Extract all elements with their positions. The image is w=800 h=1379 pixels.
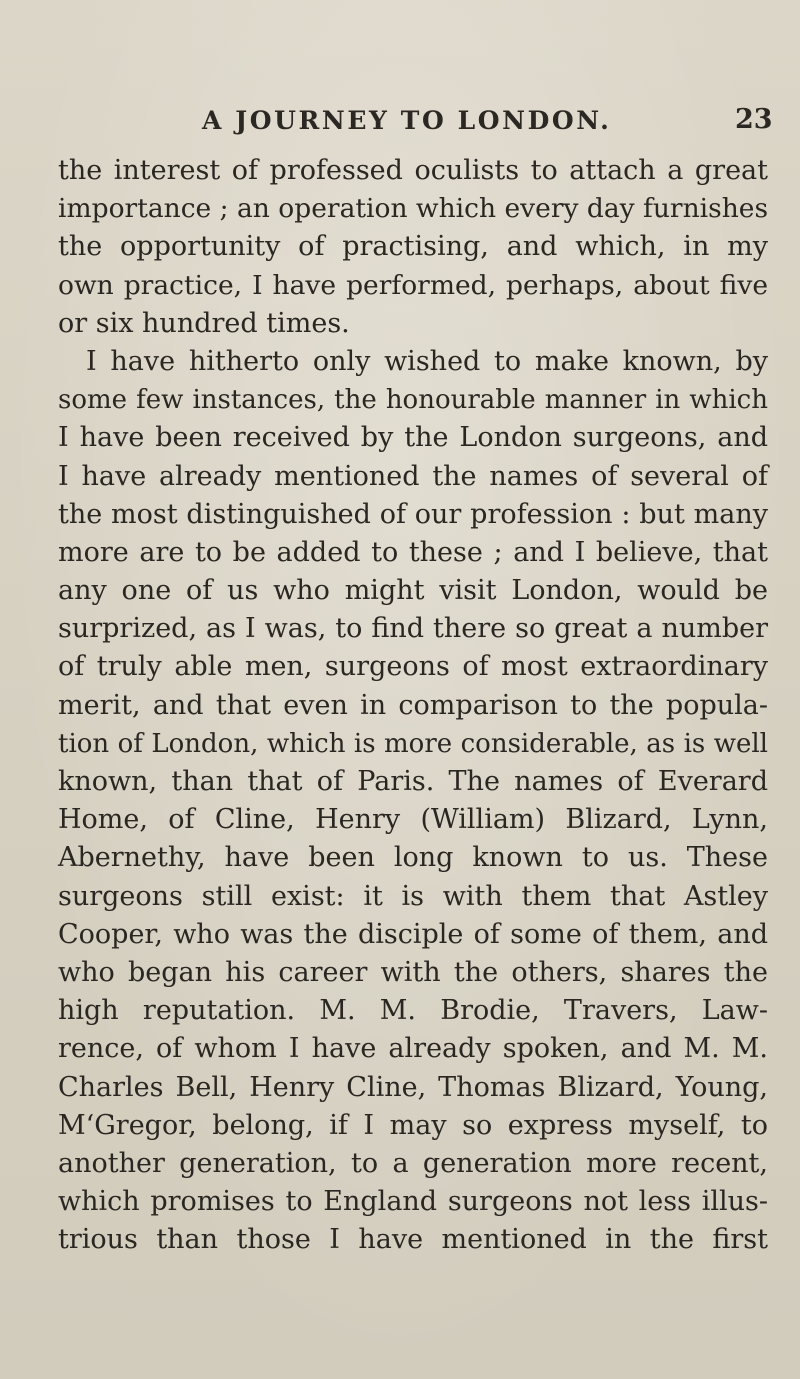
text-line: the most distinguished of our profession : but many [58,498,768,530]
text-line: importance ; an operation which every day furnishes [58,193,769,225]
text-line: I have already mentioned the names of several of [58,460,768,492]
text-line: rence, of whom I have already spoken, and M. M. [58,1033,768,1065]
text-line: M‘Gregor, belong, if I may so express myself, to [58,1109,768,1141]
text-line: own practice, I have performed, perhaps, about five [58,269,768,301]
page-header [0,104,800,144]
text-line: more are to be added to these ; and I believe, that [58,536,768,568]
text-line: known, than that of Paris. The names of Everard [58,766,768,797]
text-line: high reputation. M. M. Brodie, Travers, Law- [58,995,768,1027]
text-line: surprized, as I was, to find there so great a number [58,613,768,645]
text-line: tion of London, which is more considerable, as is well [58,728,768,759]
text-line: of truly able men, surgeons of most extraordinary [58,651,768,683]
text-line: trious than those I have mentioned in the first [58,1224,768,1256]
text-line: some few instances, the honourable manner in which [58,385,768,416]
paragraph-start-line: I have hitherto only wished to make known, by [86,345,768,377]
text-line: the opportunity of practising, and which, in my [58,231,768,263]
text-line: another generation, to a generation more recent, [58,1147,768,1179]
text-line: surgeons still exist: it is with them that Astley [58,880,768,912]
page-number: 23 [735,104,773,135]
text-line: Cooper, who was the disciple of some of them, and [58,918,768,950]
text-line: the interest of professed oculists to attach a great [58,155,768,186]
text-line: merit, and that even in comparison to the popula- [58,689,768,721]
text-line: who began his career with the others, shares the [58,956,768,988]
text-line: Home, of Cline, Henry (William) Blizard, Lynn, [58,804,768,836]
text-line: Charles Bell, Henry Cline, Thomas Blizard, Young, [58,1071,768,1103]
text-line: or six hundred times. [58,307,350,339]
running-head: A JOURNEY TO LONDON. [202,106,612,135]
body-text [58,152,768,1259]
text-line: Abernethy, have been long known to us. These [58,842,768,874]
text-line: which promises to England surgeons not less illus- [58,1186,768,1218]
text-line: any one of us who might visit London, would be [58,575,768,607]
text-line: I have been received by the London surgeons, and [58,422,768,454]
